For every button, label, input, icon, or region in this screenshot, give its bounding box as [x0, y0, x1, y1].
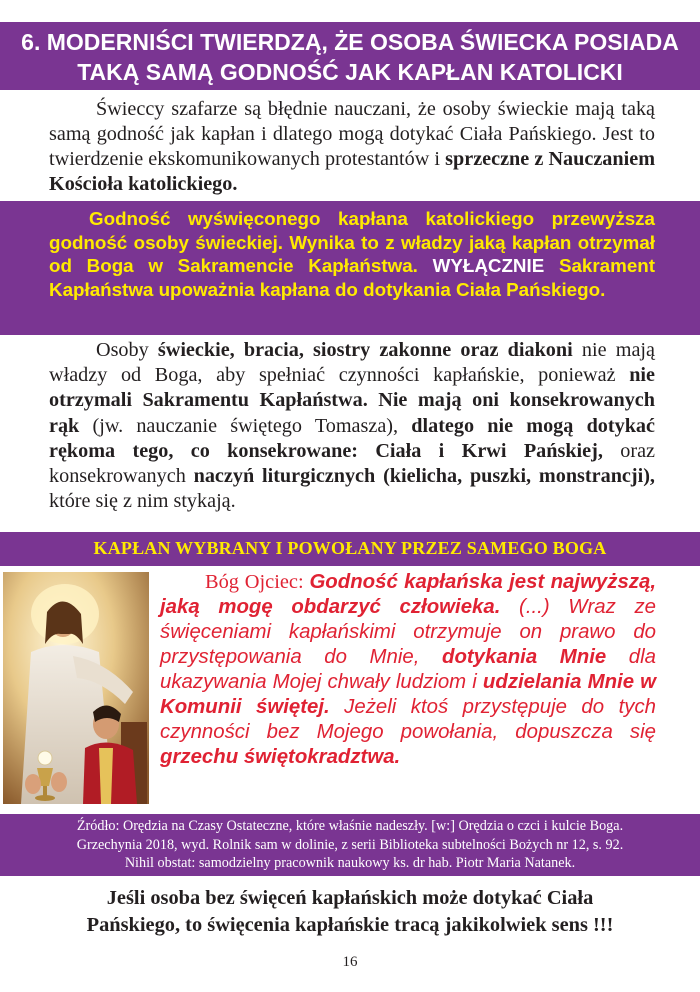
closing-statement [0, 885, 700, 939]
quote-bold-3: udzielania Mnie w Komunii świętej. [160, 671, 656, 718]
religious-painting-image [3, 572, 149, 804]
quote-bold-1: Godność kapłańska jest najwyższą, jaką mogę obdarzyć człowieka. [160, 571, 657, 618]
header-line-2: TAKĄ SAMĄ GODNOŚĆ JAK KAPŁAN KATOLICKI [77, 59, 623, 85]
intro-bold: sprzeczne z Nauczaniem Kościoła katolickiego. [49, 148, 656, 195]
body-bold-1: świeckie, bracia, siostry zakonne oraz diakoni [157, 339, 573, 361]
section-band [0, 532, 700, 566]
quote-paragraph [160, 570, 656, 770]
highlight-text-white: WYŁĄCZNIE [432, 255, 545, 276]
highlight-box [0, 201, 700, 335]
quote-text-1: (...) Wraz ze święceniami kapłańskimi otrzymuje on prawo do przystępowania do Mnie, [160, 596, 656, 668]
source-line-2: Grzechynia 2018, wyd. Rolnik sam w dolinie, z serii Biblioteka subtelności Bożych nr 12, s. 92. [76, 836, 624, 853]
page-number: 16 [342, 954, 358, 970]
section-band-title: KAPŁAN WYBRANY I POWOŁANY PRZEZ SAMEGO BOGA [93, 538, 607, 558]
body-text-2: nie mają władzy od Boga, aby spełniać czynności kapłańskie, ponieważ [49, 339, 655, 387]
section-header [0, 22, 700, 90]
quote-text-2: dla ukazywania Mojej chwały ludziom i [160, 646, 656, 693]
quote-bold-2: dotykania Mnie [441, 646, 607, 668]
body-bold-2: nie otrzymali Sakramentu Kapłaństwa. Nie mają oni konsekrowanych rąk [49, 364, 655, 437]
quote-bold-4: grzechu świętokradztwa. [160, 746, 401, 768]
body-bold-4: naczyń liturgicznych (kielicha, puszki, monstrancji), [193, 465, 655, 488]
source-line-1: Źródło: Orędzia na Czasy Ostateczne, które właśnie nadeszły. [w:] Orędzia o czci i kulcie Boga. [76, 818, 624, 834]
highlight-text-1: Godność wyświęconego kapłana katolickiego przewyższa godność osoby świeckiej. Wynika to z władzy jaką kapłan otrzymał od Boga w Sakramencie Kapłaństwa. [49, 208, 655, 276]
body-text-1: Osoby [96, 339, 158, 361]
body-text-4: oraz konsekrowanych [49, 439, 655, 488]
closing-line-2: Pańskiego, to święcenia kapłańskie tracą jakikolwiek sens !!! [86, 914, 614, 936]
intro-text: Świeccy szafarze są błędnie nauczani, że osoby świeckie mają taką samą godność jak kapłan i dlatego mogą dotykać Ciała Pańskiego. Jest to twierdzenie ekskomunikowanych protestantów i [49, 98, 655, 170]
body-text-5: które się z nim stykają. [49, 490, 236, 513]
highlight-paragraph [49, 207, 655, 301]
body-paragraph [49, 338, 655, 514]
quote-text-3: Jeżeli ktoś przystępuje do tych czynności bez Mojego powołania, dopuszcza się [160, 696, 656, 743]
source-citation [0, 814, 700, 876]
body-text-3: (jw. nauczanie świętego Tomasza), [79, 414, 412, 437]
highlight-text-2: Sakrament Kapłaństwa upoważnia kapłana do dotykania Ciała Pańskiego. [49, 255, 655, 300]
source-line-3: Nihil obstat: samodzielny pracownik naukowy ks. dr hab. Piotr Maria Natanek. [124, 855, 576, 871]
header-line-1: 6. MODERNIŚCI TWIERDZĄ, ŻE OSOBA ŚWIECKA POSIADA [21, 29, 679, 55]
intro-paragraph [49, 97, 655, 197]
closing-line-1: Jeśli osoba bez święceń kapłańskich może dotykać Ciała [106, 887, 594, 909]
quote-speaker: Bóg Ojciec: [205, 571, 310, 593]
body-bold-3: dlatego nie mogą dotykać rękoma tego, co konsekrowane: Ciała i Krwi Pańskiej, [49, 414, 655, 462]
